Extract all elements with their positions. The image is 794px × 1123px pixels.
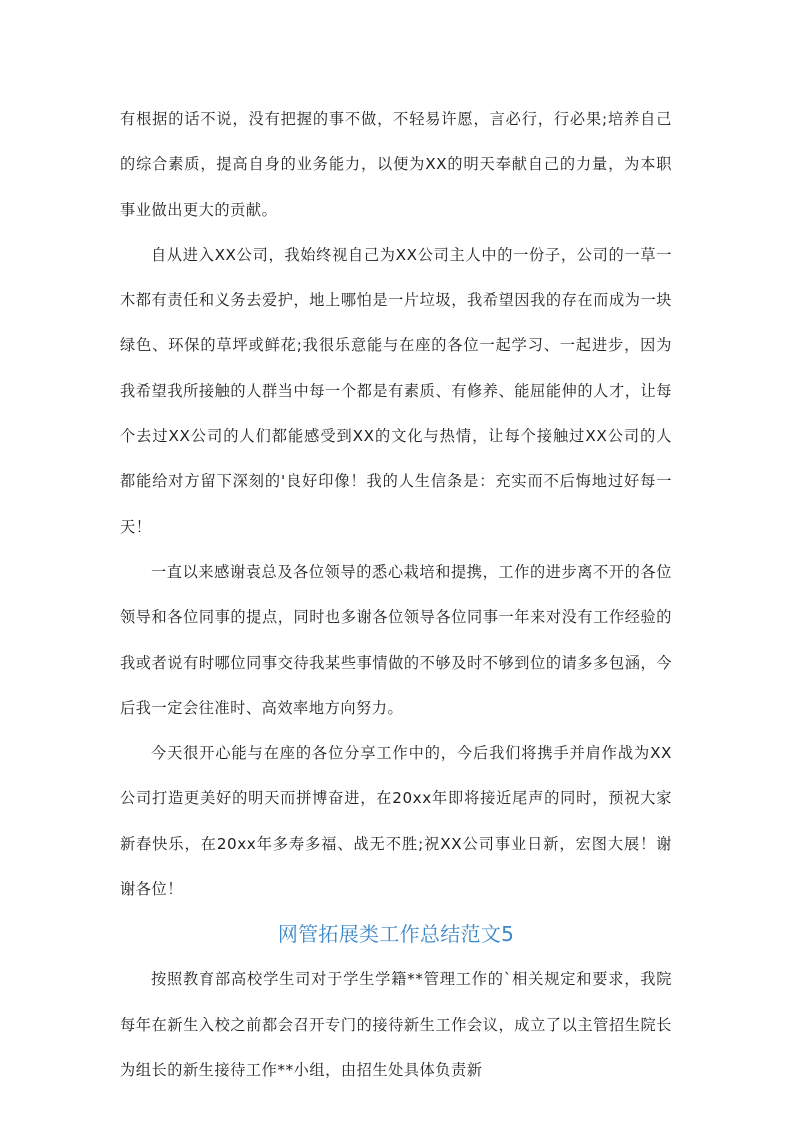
paragraph-new-year-wishes: 今天很开心能与在座的各位分享工作中的，今后我们将携手并肩作战为XX公司打造更美好的明天而拼博奋进，在20xx年即将接近尾声的同时，预祝大家新春快乐，在20xx年多寿多福、战无不胜;祝XX公司事业日新，宏图大展！谢谢各位！ <box>120 744 672 899</box>
paragraph-thanks-leaders: 一直以来感谢袁总及各位领导的悉心栽培和提携，工作的进步离不开的各位领导和各位同事的提点，同时也多谢各位领导各位同事一年来对没有工作经验的我或者说有时哪位同事交待我某些事情做的不够及时不够到位的请多多包涵，今后我一定会往准时、高效率地方向努力。 <box>120 562 672 717</box>
document-page <box>120 97 672 1093</box>
paragraph-company-belonging: 自从进入XX公司，我始终视自己为XX公司主人中的一份子，公司的一草一木都有责任和义务去爱护，地上哪怕是一片垃圾，我希望因我的存在而成为一块绿色、环保的草坪或鲜花;我很乐意能与在座的各位一起学习、一起进步，因为我希望我所接触的人群当中每一个都是有素质、有修养、能屈能伸的人才，让每个去过XX公司的人们都能感受到XX的文化与热情，让每个接触过XX公司的人都能给对方留下深刻的'良好印像！我的人生信条是：充实而不后悔地过好每一天！ <box>120 245 672 536</box>
section-heading: 网管拓展类工作总结范文5 <box>277 922 515 947</box>
paragraph-commitment: 有根据的话不说，没有把握的事不做，不轻易许愿，言必行，行必果;培养自己的综合素质，提高自身的业务能力，以便为XX的明天奉献自己的力量，为本职事业做出更大的贡献。 <box>120 110 672 219</box>
paragraph-student-registration: 按照教育部高校学生司对于学生学籍**管理工作的`相关规定和要求，我院每年在新生入校之前都会召开专门的接待新生工作会议，成立了以主管招生院长为组长的新生接待工作**小组，由招生处具体负责新 <box>120 970 672 1079</box>
